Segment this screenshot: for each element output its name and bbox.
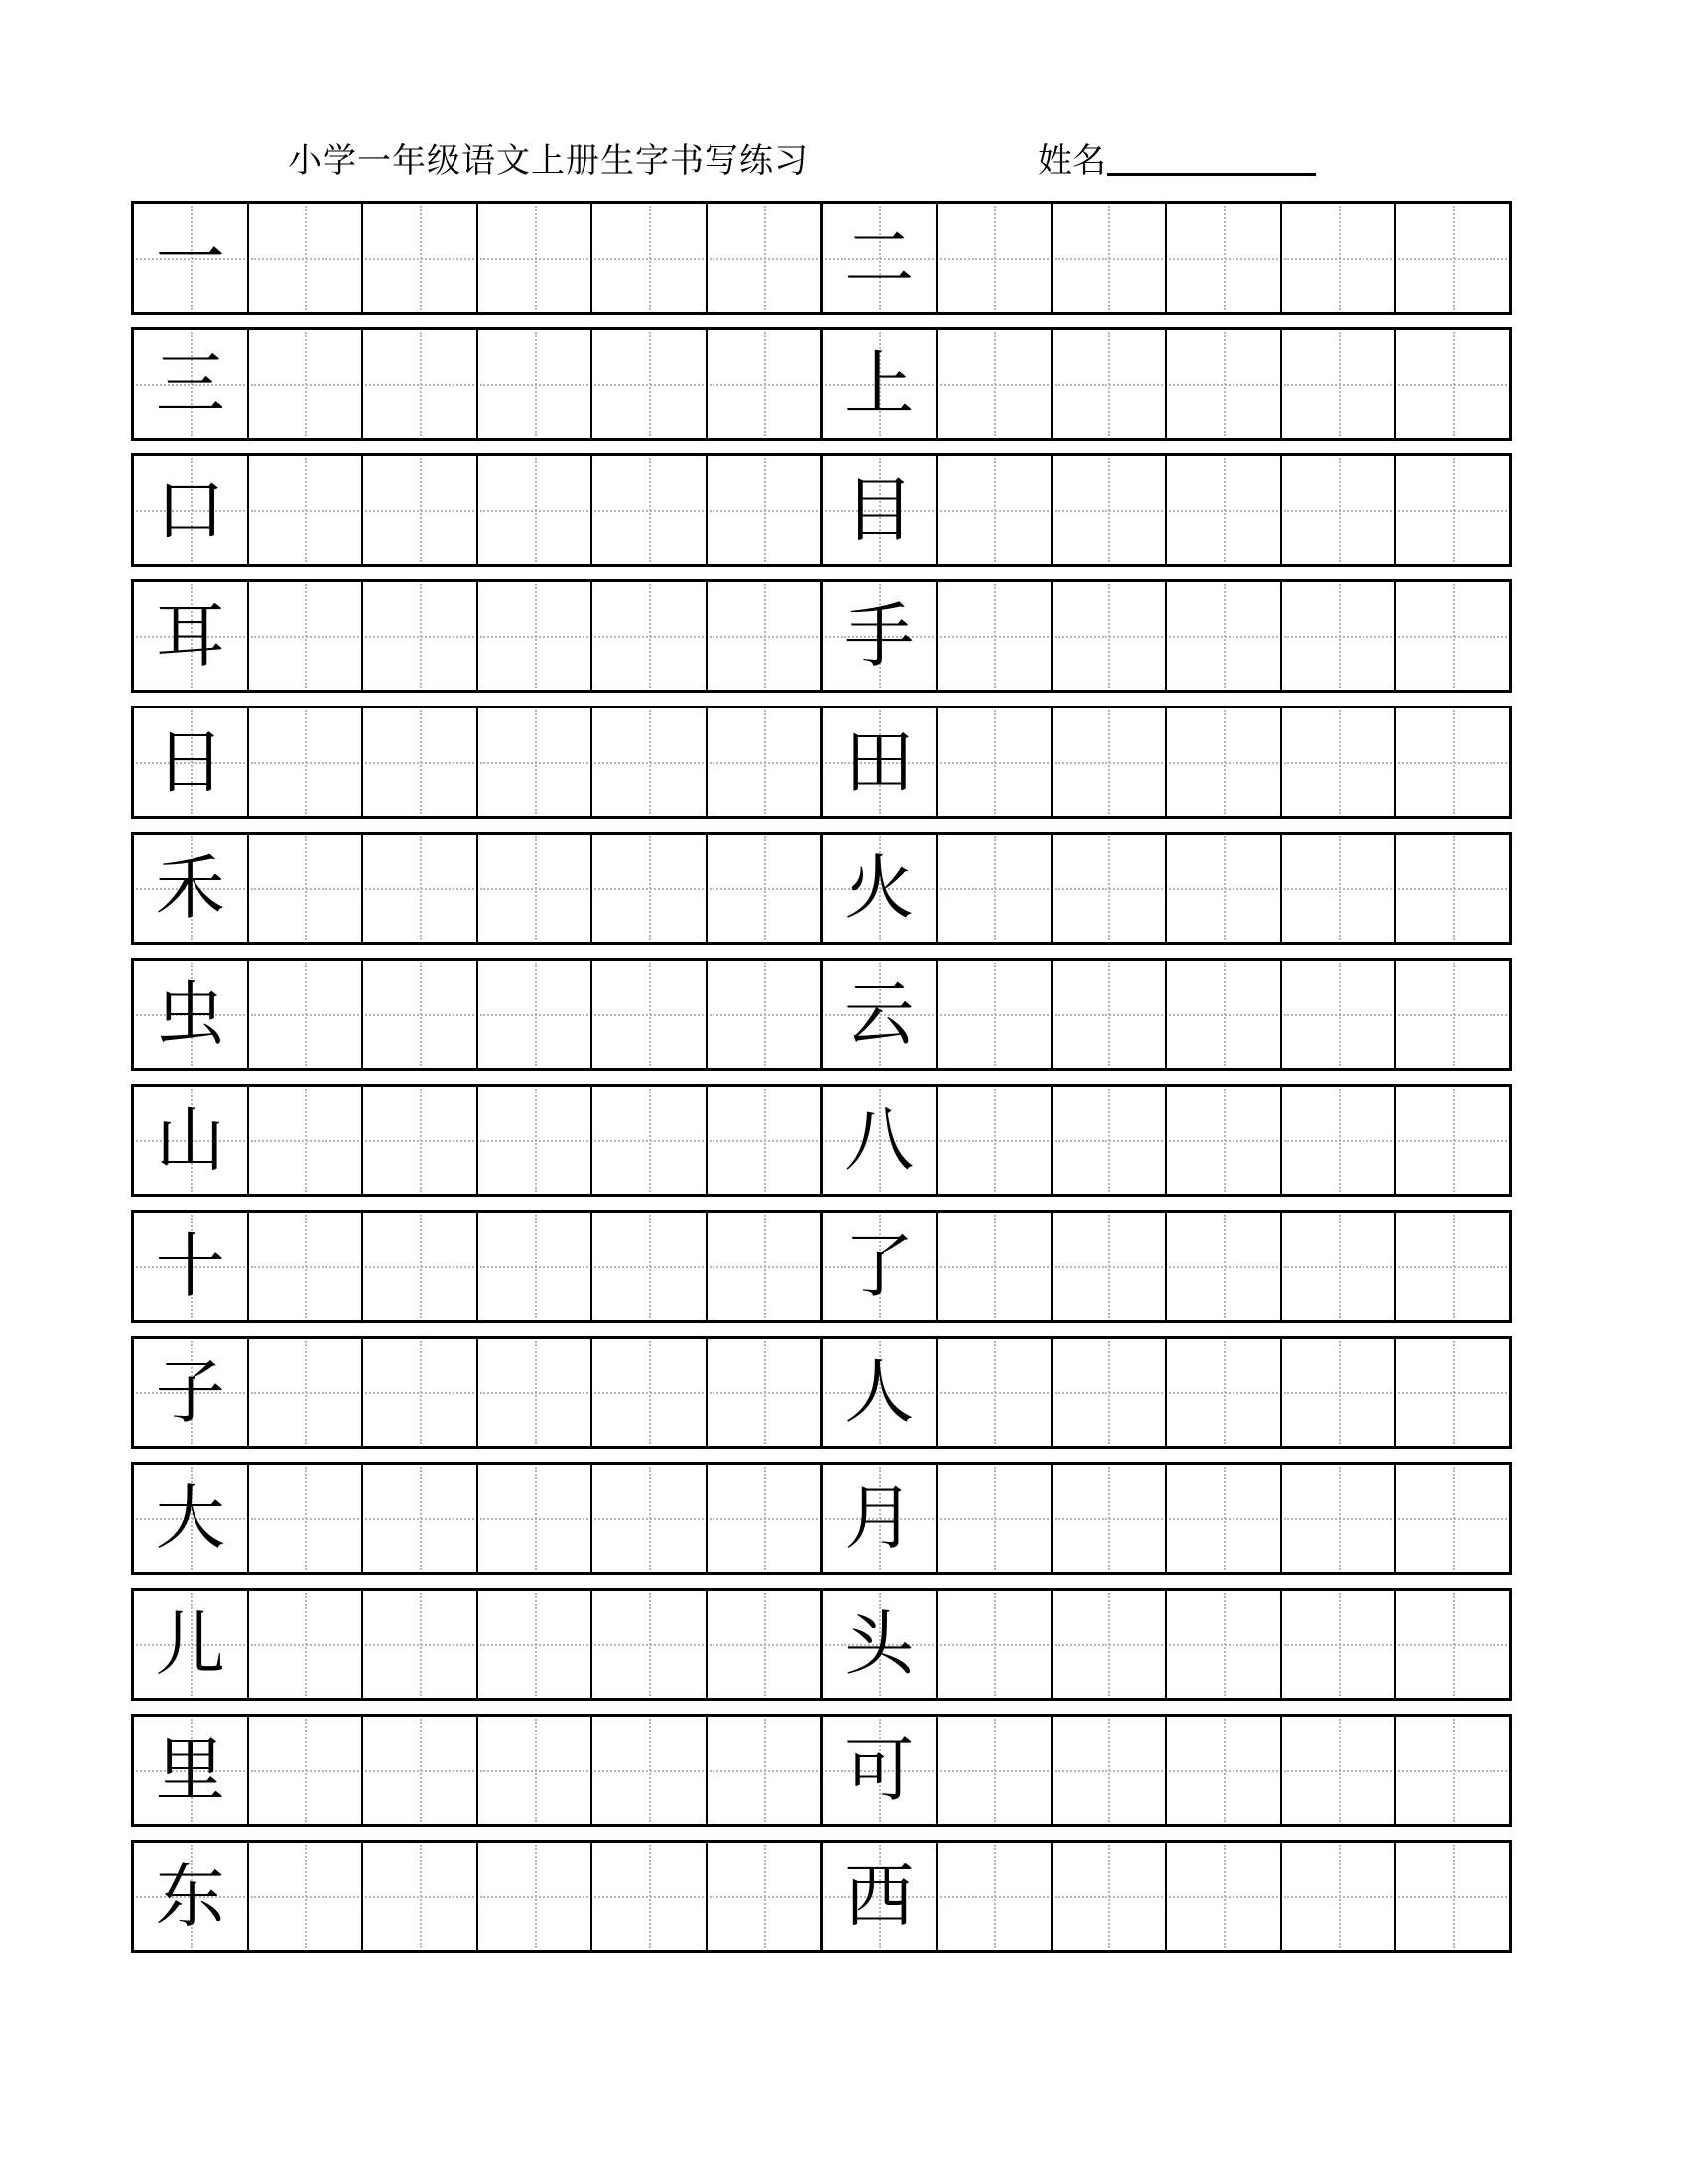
writing-cell[interactable] bbox=[1282, 1339, 1397, 1446]
writing-cell[interactable] bbox=[592, 1213, 708, 1320]
model-character: 儿 bbox=[155, 1604, 225, 1685]
model-character-cell bbox=[134, 1717, 249, 1824]
writing-cell[interactable] bbox=[1053, 1465, 1168, 1572]
model-character: 日 bbox=[155, 721, 225, 803]
writing-cell[interactable] bbox=[1053, 330, 1168, 438]
writing-cell[interactable] bbox=[478, 1717, 593, 1824]
writing-cell[interactable] bbox=[1053, 1087, 1168, 1194]
model-character-cell bbox=[823, 1087, 938, 1194]
writing-cell[interactable] bbox=[249, 456, 364, 564]
writing-cell[interactable] bbox=[1282, 330, 1397, 438]
model-character-cell bbox=[134, 330, 249, 438]
writing-cell[interactable] bbox=[938, 1213, 1053, 1320]
writing-cell[interactable] bbox=[363, 204, 478, 312]
model-character: 子 bbox=[155, 1351, 225, 1433]
writing-cell[interactable] bbox=[1053, 961, 1168, 1068]
model-character: 人 bbox=[844, 1351, 915, 1433]
writing-cell[interactable] bbox=[708, 1087, 824, 1194]
writing-cell[interactable] bbox=[1167, 1087, 1282, 1194]
model-character-cell bbox=[823, 330, 938, 438]
model-character-cell bbox=[134, 1087, 249, 1194]
model-character-cell bbox=[823, 204, 938, 312]
writing-cell[interactable] bbox=[249, 330, 364, 438]
writing-cell[interactable] bbox=[592, 456, 708, 564]
model-character: 一 bbox=[155, 217, 225, 299]
model-character-cell bbox=[823, 456, 938, 564]
practice-row bbox=[131, 706, 1512, 819]
writing-cell[interactable] bbox=[1167, 1339, 1282, 1446]
writing-cell[interactable] bbox=[592, 835, 708, 942]
writing-cell[interactable] bbox=[708, 456, 824, 564]
writing-cell[interactable] bbox=[938, 1087, 1053, 1194]
writing-cell[interactable] bbox=[592, 1717, 708, 1824]
writing-cell[interactable] bbox=[1167, 1213, 1282, 1320]
writing-cell[interactable] bbox=[478, 708, 593, 816]
writing-cell[interactable] bbox=[1282, 204, 1397, 312]
writing-cell[interactable] bbox=[1053, 456, 1168, 564]
model-character: 头 bbox=[844, 1604, 915, 1685]
writing-cell[interactable] bbox=[1282, 1087, 1397, 1194]
practice-row bbox=[131, 327, 1512, 441]
writing-cell[interactable] bbox=[249, 961, 364, 1068]
model-character-cell bbox=[134, 1843, 249, 1950]
model-character: 里 bbox=[155, 1730, 225, 1811]
writing-cell[interactable] bbox=[1282, 961, 1397, 1068]
writing-cell[interactable] bbox=[1396, 204, 1509, 312]
writing-cell[interactable] bbox=[1282, 1213, 1397, 1320]
model-character: 十 bbox=[155, 1225, 225, 1307]
writing-cell[interactable] bbox=[1053, 1717, 1168, 1824]
writing-cell[interactable] bbox=[1167, 1591, 1282, 1698]
practice-row bbox=[131, 958, 1512, 1071]
model-character-cell bbox=[134, 1213, 249, 1320]
model-character: 西 bbox=[844, 1856, 915, 1937]
writing-cell[interactable] bbox=[938, 1717, 1053, 1824]
model-character: 月 bbox=[844, 1477, 915, 1559]
writing-cell[interactable] bbox=[592, 1843, 708, 1950]
writing-cell[interactable] bbox=[1282, 1843, 1397, 1950]
writing-cell[interactable] bbox=[249, 835, 364, 942]
practice-grid bbox=[131, 201, 1512, 1966]
model-character: 上 bbox=[844, 343, 915, 425]
writing-cell[interactable] bbox=[938, 204, 1053, 312]
writing-cell[interactable] bbox=[938, 1339, 1053, 1446]
writing-cell[interactable] bbox=[249, 1591, 364, 1698]
model-character: 山 bbox=[155, 1099, 225, 1181]
writing-cell[interactable] bbox=[363, 1087, 478, 1194]
model-character: 东 bbox=[155, 1856, 225, 1937]
writing-cell[interactable] bbox=[1053, 1213, 1168, 1320]
model-character: 可 bbox=[844, 1730, 915, 1811]
writing-cell[interactable] bbox=[249, 204, 364, 312]
writing-cell[interactable] bbox=[363, 582, 478, 690]
writing-cell[interactable] bbox=[1167, 961, 1282, 1068]
writing-cell[interactable] bbox=[1167, 330, 1282, 438]
name-label: 姓名 bbox=[1038, 141, 1105, 181]
writing-cell[interactable] bbox=[708, 961, 824, 1068]
writing-cell[interactable] bbox=[363, 330, 478, 438]
practice-row bbox=[131, 832, 1512, 945]
writing-cell[interactable] bbox=[249, 1087, 364, 1194]
model-character-cell bbox=[823, 708, 938, 816]
practice-row bbox=[131, 1084, 1512, 1197]
writing-cell[interactable] bbox=[478, 835, 593, 942]
model-character-cell bbox=[823, 1339, 938, 1446]
writing-cell[interactable] bbox=[938, 1465, 1053, 1572]
writing-cell[interactable] bbox=[1053, 204, 1168, 312]
model-character: 田 bbox=[844, 721, 915, 803]
writing-cell[interactable] bbox=[592, 1591, 708, 1698]
writing-cell[interactable] bbox=[708, 1465, 824, 1572]
writing-cell[interactable] bbox=[1396, 961, 1509, 1068]
writing-cell[interactable] bbox=[938, 1843, 1053, 1950]
writing-cell[interactable] bbox=[708, 1843, 824, 1950]
writing-cell[interactable] bbox=[1396, 708, 1509, 816]
writing-cell[interactable] bbox=[708, 1213, 824, 1320]
writing-cell[interactable] bbox=[363, 1213, 478, 1320]
model-character: 虫 bbox=[155, 973, 225, 1055]
writing-cell[interactable] bbox=[1282, 582, 1397, 690]
writing-cell[interactable] bbox=[1396, 1465, 1509, 1572]
practice-row bbox=[131, 201, 1512, 315]
model-character: 八 bbox=[844, 1099, 915, 1181]
practice-row bbox=[131, 1840, 1512, 1953]
writing-cell[interactable] bbox=[1053, 708, 1168, 816]
writing-cell[interactable] bbox=[249, 582, 364, 690]
writing-cell[interactable] bbox=[478, 961, 593, 1068]
writing-cell[interactable] bbox=[249, 1717, 364, 1824]
writing-cell[interactable] bbox=[708, 1591, 824, 1698]
writing-cell[interactable] bbox=[938, 456, 1053, 564]
writing-cell[interactable] bbox=[1396, 1843, 1509, 1950]
writing-cell[interactable] bbox=[592, 330, 708, 438]
writing-cell[interactable] bbox=[938, 582, 1053, 690]
model-character-cell bbox=[134, 1465, 249, 1572]
writing-cell[interactable] bbox=[592, 204, 708, 312]
practice-row bbox=[131, 1462, 1512, 1575]
worksheet-title: 小学一年级语文上册生字书写练习 bbox=[288, 141, 809, 181]
model-character-cell bbox=[823, 1213, 938, 1320]
model-character-cell bbox=[134, 204, 249, 312]
writing-cell[interactable] bbox=[1053, 1843, 1168, 1950]
writing-cell[interactable] bbox=[1167, 708, 1282, 816]
writing-cell[interactable] bbox=[363, 835, 478, 942]
writing-cell[interactable] bbox=[1282, 1465, 1397, 1572]
model-character: 口 bbox=[155, 469, 225, 551]
writing-cell[interactable] bbox=[938, 961, 1053, 1068]
writing-cell[interactable] bbox=[1167, 582, 1282, 690]
writing-cell[interactable] bbox=[1396, 835, 1509, 942]
writing-cell[interactable] bbox=[708, 835, 824, 942]
model-character-cell bbox=[823, 1843, 938, 1950]
practice-row bbox=[131, 1588, 1512, 1701]
model-character-cell bbox=[823, 961, 938, 1068]
writing-cell[interactable] bbox=[1053, 582, 1168, 690]
writing-cell[interactable] bbox=[1167, 456, 1282, 564]
writing-cell[interactable] bbox=[1053, 1339, 1168, 1446]
writing-cell[interactable] bbox=[592, 708, 708, 816]
model-character-cell bbox=[823, 1717, 938, 1824]
writing-cell[interactable] bbox=[708, 330, 824, 438]
writing-cell[interactable] bbox=[363, 961, 478, 1068]
writing-cell[interactable] bbox=[1396, 1087, 1509, 1194]
writing-cell[interactable] bbox=[478, 204, 593, 312]
writing-cell[interactable] bbox=[478, 1843, 593, 1950]
writing-cell[interactable] bbox=[938, 708, 1053, 816]
model-character-cell bbox=[823, 582, 938, 690]
writing-cell[interactable] bbox=[592, 961, 708, 1068]
writing-cell[interactable] bbox=[1053, 835, 1168, 942]
writing-cell[interactable] bbox=[1396, 582, 1509, 690]
writing-cell[interactable] bbox=[363, 1591, 478, 1698]
writing-cell[interactable] bbox=[1396, 1339, 1509, 1446]
model-character-cell bbox=[823, 1591, 938, 1698]
writing-cell[interactable] bbox=[478, 330, 593, 438]
practice-row bbox=[131, 579, 1512, 693]
model-character-cell bbox=[823, 835, 938, 942]
writing-cell[interactable] bbox=[363, 708, 478, 816]
writing-cell[interactable] bbox=[478, 582, 593, 690]
practice-row bbox=[131, 1210, 1512, 1323]
model-character-cell bbox=[134, 835, 249, 942]
writing-cell[interactable] bbox=[1167, 1465, 1282, 1572]
writing-cell[interactable] bbox=[363, 1843, 478, 1950]
writing-cell[interactable] bbox=[363, 1465, 478, 1572]
writing-cell[interactable] bbox=[1282, 1591, 1397, 1698]
writing-cell[interactable] bbox=[249, 708, 364, 816]
name-blank-line[interactable] bbox=[1107, 133, 1316, 176]
model-character: 三 bbox=[155, 343, 225, 425]
writing-cell[interactable] bbox=[249, 1339, 364, 1446]
writing-cell[interactable] bbox=[1167, 1843, 1282, 1950]
model-character-cell bbox=[134, 1591, 249, 1698]
model-character: 了 bbox=[844, 1225, 915, 1307]
model-character: 禾 bbox=[155, 847, 225, 929]
practice-row bbox=[131, 1714, 1512, 1827]
writing-cell[interactable] bbox=[478, 1339, 593, 1446]
writing-cell[interactable] bbox=[478, 456, 593, 564]
practice-row bbox=[131, 1336, 1512, 1449]
writing-cell[interactable] bbox=[363, 1339, 478, 1446]
model-character: 目 bbox=[844, 469, 915, 551]
writing-cell[interactable] bbox=[938, 1591, 1053, 1698]
writing-cell[interactable] bbox=[1167, 835, 1282, 942]
writing-cell[interactable] bbox=[478, 1591, 593, 1698]
model-character-cell bbox=[134, 1339, 249, 1446]
writing-cell[interactable] bbox=[938, 835, 1053, 942]
model-character: 手 bbox=[844, 595, 915, 677]
writing-cell[interactable] bbox=[1282, 456, 1397, 564]
model-character: 大 bbox=[155, 1477, 225, 1559]
worksheet-header bbox=[0, 133, 1688, 189]
writing-cell[interactable] bbox=[478, 1465, 593, 1572]
writing-cell[interactable] bbox=[1282, 835, 1397, 942]
writing-cell[interactable] bbox=[592, 1087, 708, 1194]
model-character-cell bbox=[134, 961, 249, 1068]
writing-cell[interactable] bbox=[1396, 1213, 1509, 1320]
writing-cell[interactable] bbox=[708, 1339, 824, 1446]
model-character-cell bbox=[134, 582, 249, 690]
writing-cell[interactable] bbox=[249, 1465, 364, 1572]
writing-cell[interactable] bbox=[592, 1339, 708, 1446]
writing-cell[interactable] bbox=[478, 1213, 593, 1320]
name-field bbox=[1038, 133, 1316, 189]
model-character-cell bbox=[823, 1465, 938, 1572]
writing-cell[interactable] bbox=[1396, 330, 1509, 438]
writing-cell[interactable] bbox=[249, 1843, 364, 1950]
model-character: 火 bbox=[844, 847, 915, 929]
writing-cell[interactable] bbox=[478, 1087, 593, 1194]
model-character: 云 bbox=[844, 973, 915, 1055]
writing-cell[interactable] bbox=[249, 1213, 364, 1320]
writing-cell[interactable] bbox=[1167, 1717, 1282, 1824]
writing-cell[interactable] bbox=[363, 456, 478, 564]
writing-cell[interactable] bbox=[708, 1717, 824, 1824]
practice-row bbox=[131, 453, 1512, 567]
writing-cell[interactable] bbox=[592, 1465, 708, 1572]
writing-cell[interactable] bbox=[1167, 204, 1282, 312]
model-character-cell bbox=[134, 456, 249, 564]
model-character: 二 bbox=[844, 217, 915, 299]
writing-cell[interactable] bbox=[938, 330, 1053, 438]
writing-cell[interactable] bbox=[363, 1717, 478, 1824]
writing-cell[interactable] bbox=[1396, 1591, 1509, 1698]
writing-cell[interactable] bbox=[708, 204, 824, 312]
writing-cell[interactable] bbox=[592, 582, 708, 690]
writing-cell[interactable] bbox=[1282, 1717, 1397, 1824]
writing-cell[interactable] bbox=[1282, 708, 1397, 816]
writing-cell[interactable] bbox=[1053, 1591, 1168, 1698]
writing-cell[interactable] bbox=[708, 708, 824, 816]
model-character: 耳 bbox=[155, 595, 225, 677]
writing-cell[interactable] bbox=[1396, 456, 1509, 564]
writing-cell[interactable] bbox=[708, 582, 824, 690]
writing-cell[interactable] bbox=[1396, 1717, 1509, 1824]
model-character-cell bbox=[134, 708, 249, 816]
